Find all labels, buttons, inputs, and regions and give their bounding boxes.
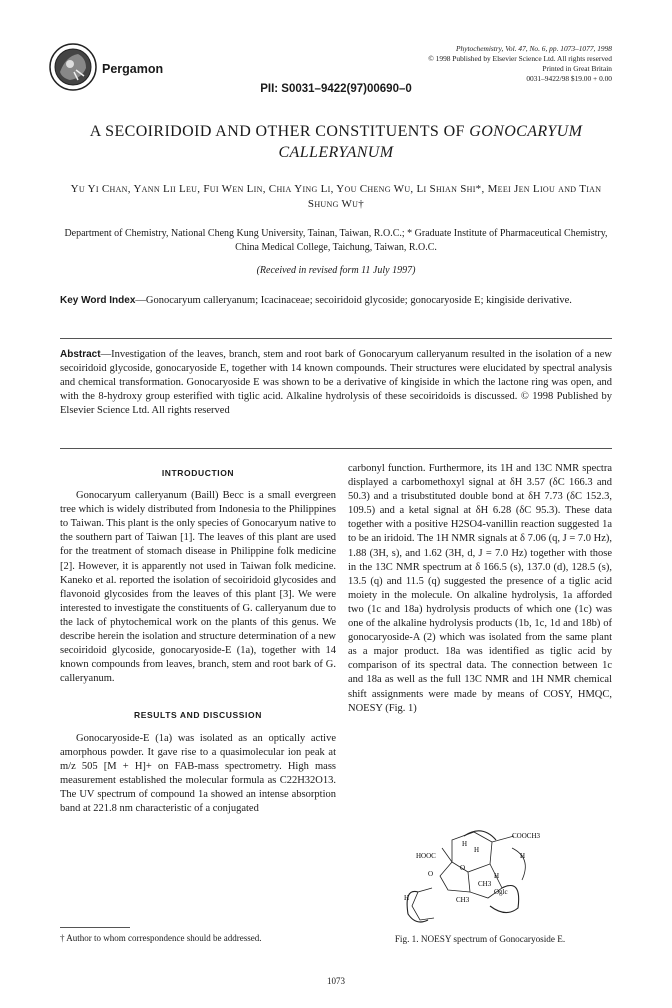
pii-identifier: PII: S0031–9422(97)00690–0 xyxy=(260,83,412,95)
divider xyxy=(60,338,612,339)
journal-line: © 1998 Published by Elsevier Science Ltd. All rights reserved xyxy=(428,54,612,63)
abstract-text: —Investigation of the leaves, branch, stem and root bark of Gonocaryum calleryanum resulted in the isolation of a new secoiridoid glycoside, gonocaryoside E, together with 14 known compounds. Their structures were elucidated by spectral analysis and chemical transformation. Gonocaryoside E was shown to be a derivative of kingiside in which the lactone ring was open, and with the 8-hydroxy group esterified with tiglic acid. Alkaline hydrolysis of these secoiridoids is discussed. © 1998 Published by Elsevier Science Ltd. All rights reserved xyxy=(60,349,612,416)
journal-line: Printed in Great Britain xyxy=(542,64,612,73)
title-species: GONOCARYUM CALLERYANUM xyxy=(278,123,583,161)
journal-info xyxy=(312,44,612,84)
noesy-figure xyxy=(382,828,592,928)
left-column xyxy=(60,466,336,816)
figure-label: CH3 xyxy=(478,880,492,888)
journal-line: 0031–9422/98 $19.00 + 0.00 xyxy=(526,74,612,83)
paper-title xyxy=(60,121,612,163)
figure-label: O xyxy=(428,870,434,878)
keywords-text: —Gonocaryum calleryanum; Icacinaceae; secoiridoid glycoside; gonocaryoside E; kingiside derivative. xyxy=(135,295,572,306)
figure-label: H xyxy=(404,894,410,902)
figure-label: COOCH3 xyxy=(512,832,541,840)
keywords xyxy=(60,294,612,308)
divider xyxy=(60,448,612,449)
figure-caption: Fig. 1. NOESY spectrum of Gonocaryoside E. xyxy=(394,934,566,944)
introduction-text: Gonocaryum calleryanum (Baill) Becc is a small evergreen tree which is widely distributed from Indonesia to the Philippines to Taiwan. This plant is the only species of Gonocaryum native to the southern part of Taiwan [1]. The leaves of this plant are used for the treatment of stomach disease in Philippine folk medicine [2]. However, it is apparently not used in Taiwan folk medicine. Kaneko et al. reported the isolation of secoiridoid glycosides and flavonoid glycosides from the leaves of this plant [3]. We were interested to investigate the constituents of G. calleryanum due to the lack of phytochemical work on the plants of this genus. We describe herein the isolation and structure determination of a new secoiridoid glycoside, gonocaryoside-E (1a), together with 14 known compounds from leaves, branch, stem and root bark of G. calleryanum. xyxy=(60,490,336,685)
figure-label: O xyxy=(460,864,466,872)
keywords-label: Key Word Index xyxy=(60,295,136,306)
received-date: (Received in revised form 11 July 1997) xyxy=(256,265,416,276)
title-main: A SECOIRIDOID AND OTHER CONSTITUENTS OF xyxy=(89,123,470,140)
figure-label: H xyxy=(474,846,480,854)
figure-label: Oglc xyxy=(494,888,508,896)
abstract xyxy=(60,348,612,418)
figure-label: H xyxy=(520,852,526,860)
section-heading-results: RESULTS AND DISCUSSION xyxy=(134,710,262,721)
results-text: Gonocaryoside-E (1a) was isolated as an optically active amorphous powder. It gave rise to a quasimolecular ion peak at m/z 505 [M + H]+ on FAB-mass spectrometry. High mass measurement established the molecular formula as C22H32O13. The UV spectrum of compound 1a showed an intense absorption band at 221.8 nm characteristic of a conjugated xyxy=(60,732,336,814)
affiliation: Department of Chemistry, National Cheng Kung University, Tainan, Taiwan, R.O.C.; * Graduate Institute of Pharmaceutical Chemistry, China Medical College, Taichung, Taiwan, R.O.C. xyxy=(64,228,608,253)
figure-label: H xyxy=(494,872,500,880)
footnote: † Author to whom correspondence should be addressed. xyxy=(60,933,262,943)
author-list: Yu Yi Chan, Yann Lii Leu, Fui Wen Lin, Chia Ying Li, You Cheng Wu, Li Shian Shi*, Meei Jen Liou and Tian Shung Wu† xyxy=(70,183,602,210)
publisher-name: Pergamon xyxy=(102,62,164,76)
figure-label: H xyxy=(462,840,468,848)
right-column xyxy=(348,462,612,716)
abstract-label: Abstract xyxy=(60,349,101,360)
page-number: 1073 xyxy=(327,976,345,986)
footnote-rule xyxy=(60,927,130,928)
section-heading-introduction: INTRODUCTION xyxy=(161,468,235,478)
journal-line: Phytochemistry, Vol. 47, No. 6, pp. 1073–1077, 1998 xyxy=(455,44,612,53)
figure-label: CH3 xyxy=(456,896,470,904)
right-column-text: carbonyl function. Furthermore, its 1H and 13C NMR spectra displayed a carbomethoxyl signal at δH 3.57 (δC 166.3 and 50.3) and a trisubstituted double bond at δH 7.73 (δC 152.3, 109.5) and a ketal signal at δH 6.28 (δC 95.3). These data together with a positive H2SO4-vanillin reaction suggested 1a to be an iridoid. The 1H NMR signals at δ 7.06 (q, J = 7.0 Hz), 1.88 (3H, s), and 1.62 (3H, d, J = 7.0 Hz) together with those in the 13C NMR spectrum at δ 166.5 (s), 137.0 (d), 128.5 (s), 13.5 (q) and 11.5 (q) suggested the presence of a tiglic acid moiety in the molecule. On alkaline hydrolysis, 1a afforded two (1c and 18a) hydrolysis products of which one (1c) was one of the alkaline hydrolysis products (1b, 1c, 1d and 18b) of gonocaryoside-A (2) which was isolated from the same plant as a major product. 18a was identified as tiglic acid by comparison of its spectral data. The connection between 1c and 18a as well as the full 13C NMR and 1H NMR chemical shift assignments were made by means of COSY, HMQC, NOESY (Fig. 1) xyxy=(348,463,612,714)
figure-label: HOOC xyxy=(416,852,436,860)
